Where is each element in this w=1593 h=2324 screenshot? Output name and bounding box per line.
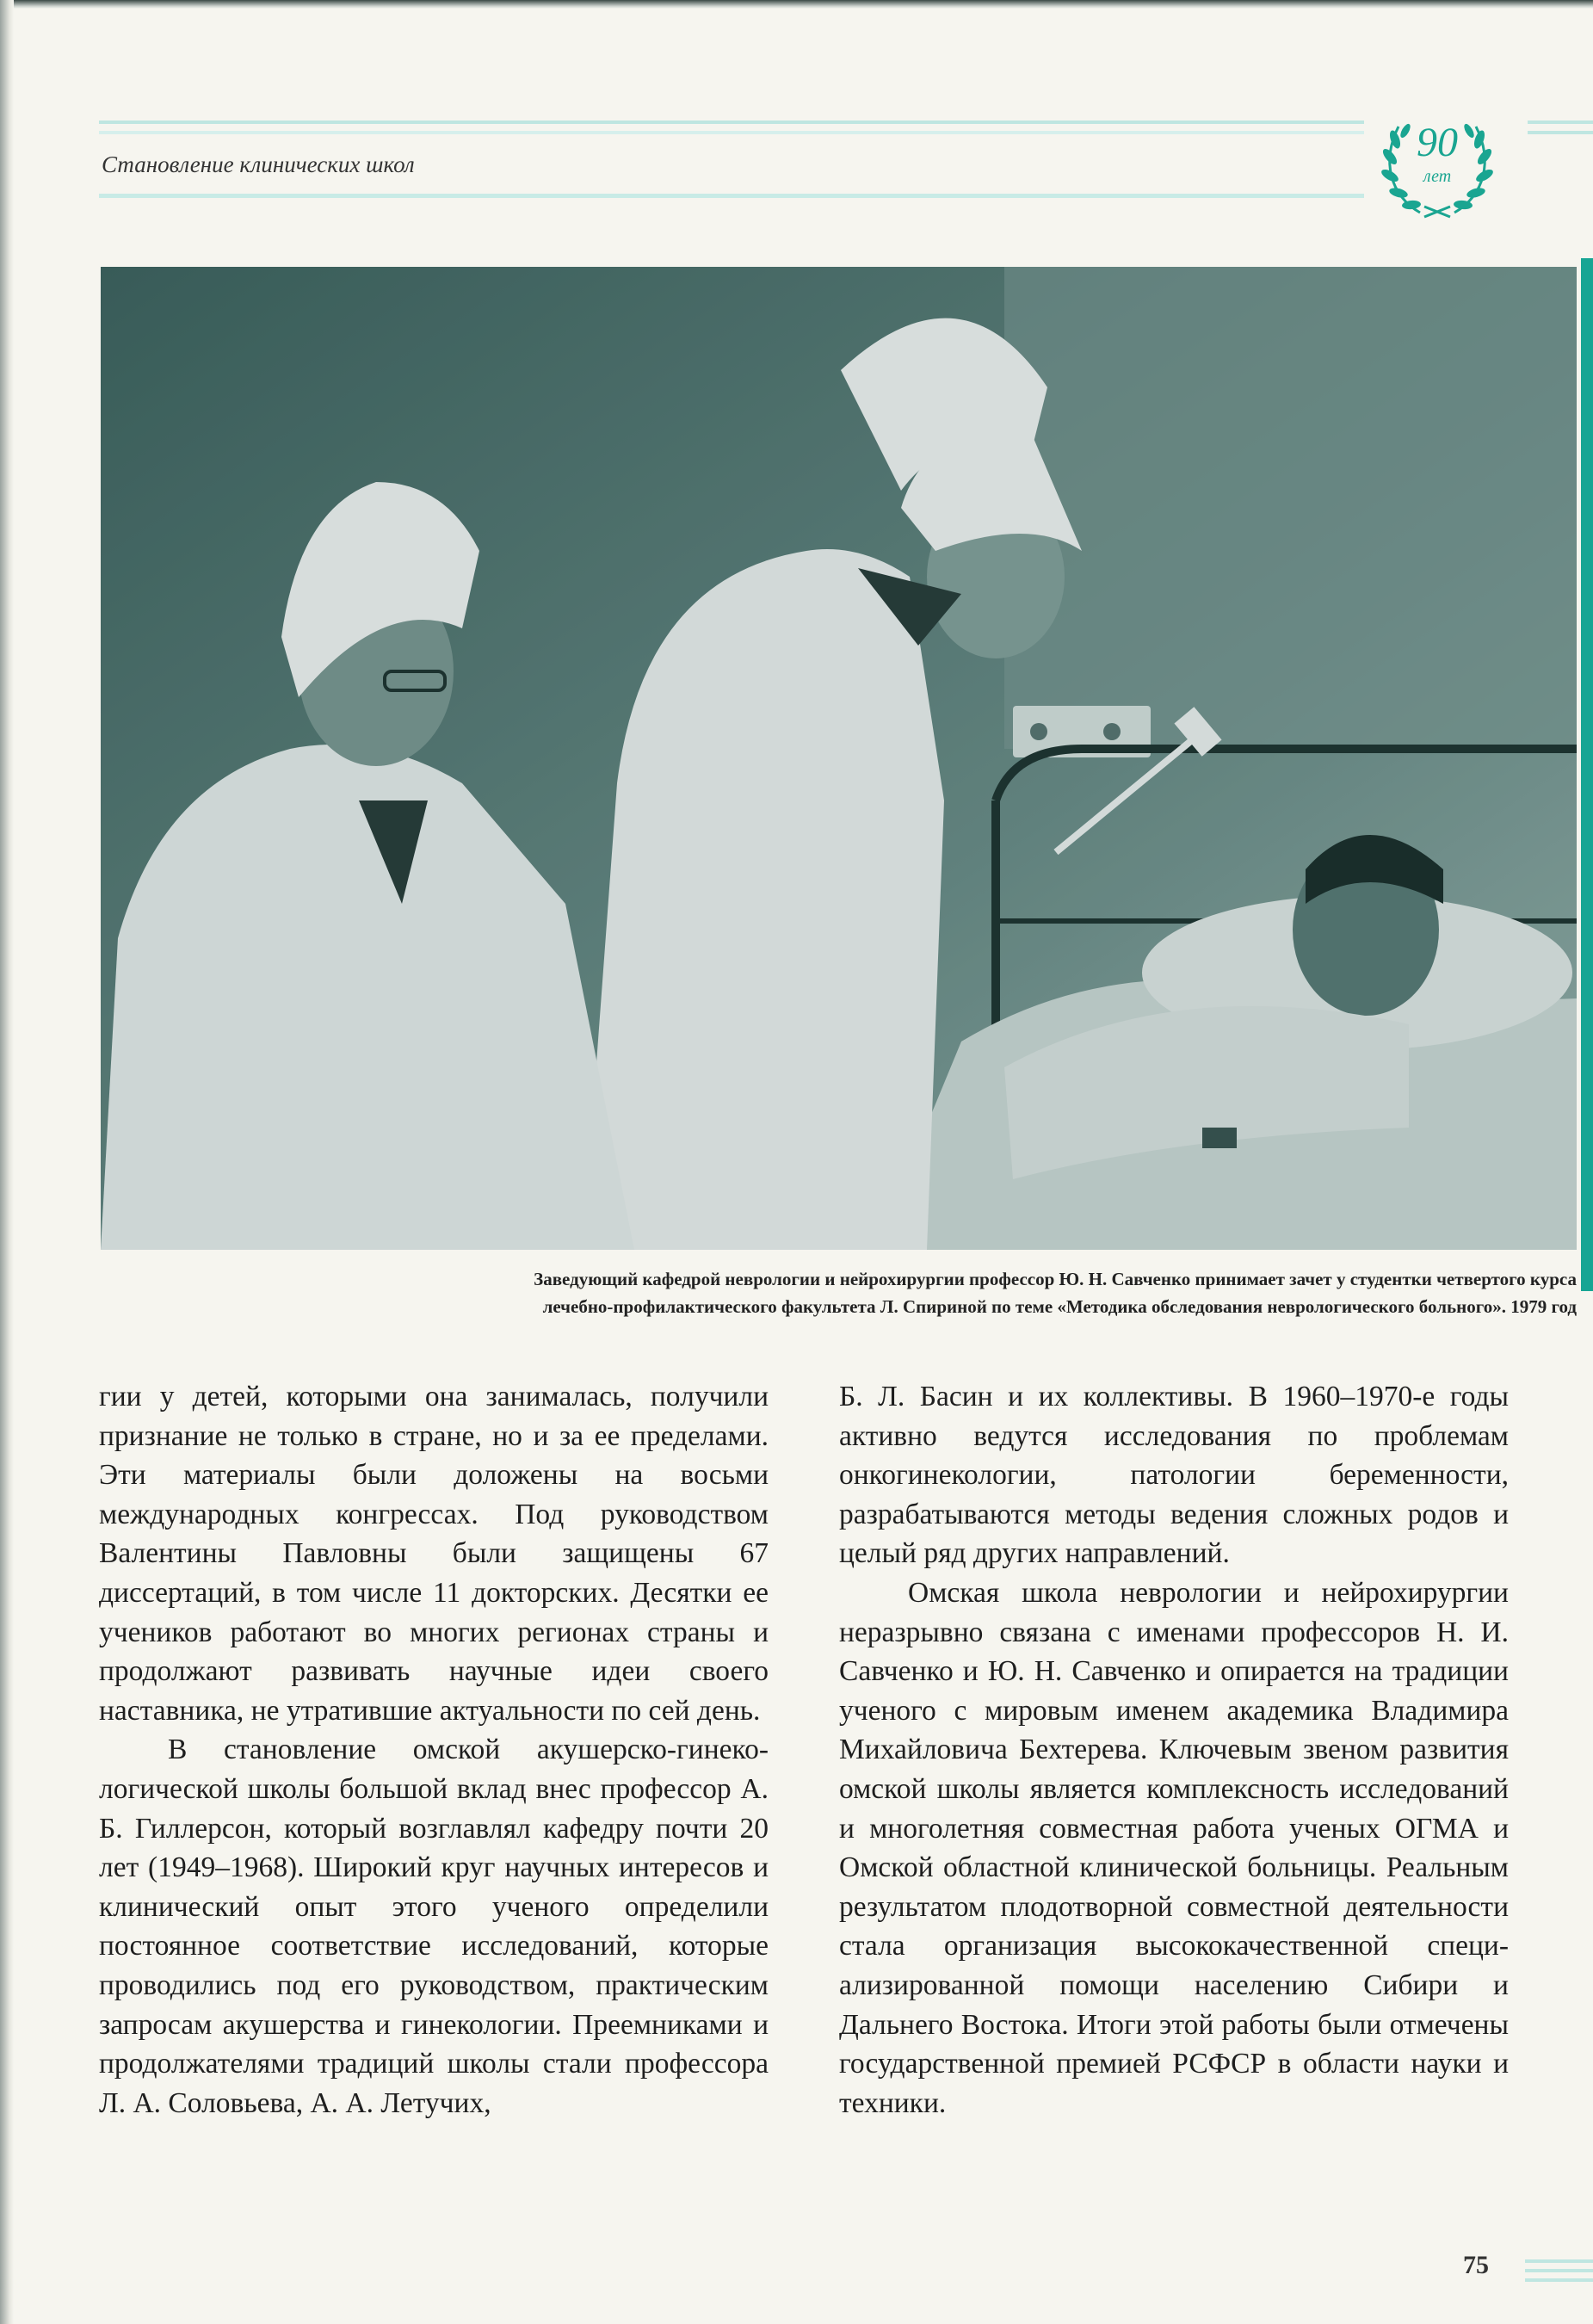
footer-rule [1525, 2259, 1593, 2288]
badge-number: 90 [1417, 120, 1458, 165]
badge-word: лет [1423, 167, 1452, 186]
running-header-title: Становление клинических школ [102, 151, 415, 177]
caption-line-2: лечебно-профилактического факультета Л. Спириной по теме «Методика обследования неврологического больного». 1979 год [542, 1296, 1577, 1317]
anniversary-badge [1373, 96, 1502, 226]
header-rule-lower [99, 194, 1364, 198]
header-rule [99, 121, 1364, 141]
caption-line-1: Заведующий кафедрой неврологии и нейрохирургии профессор Ю. Н. Савченко принимает зачет у студентки четвертого курса [534, 1269, 1577, 1289]
page-left-edge [0, 0, 14, 2324]
paragraph: Б. Л. Басин и их коллективы. В 1960–1970-е годы активно ведутся исследования по проблемам онкогинекологии, патологии беременности, разрабатываются методы ведения сложных родов и целый ряд других направлений. [839, 1381, 1509, 1570]
photo-caption [101, 1265, 1577, 1320]
paragraph: Омская школа неврологии и нейрохирургии неразрывно связана с именами профессоров Н. И. Савченко и Ю. Н. Савченко и опирается на традиции ученого с мировым именем академика Владимира Михайловича Бехтерева. Ключевым звеном развития омской школы является комплексность исследований и многолетняя совместная работа ученых ОГМА и Омской областной клинической больницы. Реальным результатом плодотворной совместной деятельности стала организация высококачественной специализированной помощи населению Сибири и Дальнего Востока. Итоги этой работы были отмечены государственной премией РСФСР в области науки и техники. [839, 1576, 1509, 2119]
header-rule-right [1528, 121, 1593, 141]
page-number: 75 [1463, 2251, 1489, 2279]
paragraph: гии у детей, которыми она занималась, получили признание не только в стране, но и за ее пределами. Эти материалы были доложены на восьми международных конгрессах. Под руководством Валентины Павловны были защищены 67 диссертаций, в том числе 11 докторских. Десятки ее учеников работают во многих регионах страны и продолжают развивать научные идеи своего наставника, не утратившие актуальности по сей день. [99, 1381, 769, 1727]
page-top-edge [0, 0, 1593, 9]
photo-illustration [101, 267, 1577, 1250]
text-column-right [839, 1377, 1509, 2123]
paragraph: В становление омской акушерско-гинекологической школы большой вклад внес профессор А. Б. Гиллерсон, который возглавлял кафедру почти 20 лет (1949–1968). Широкий круг научных интересов и клинический опыт этого ученого определили постоянное соответствие исследований, которые проводились под его руководством, практическим запросам акушерства и гинекологии. Преемниками и продолжателями традиций школы стали профессора Л. А. Соловьева, А. А. Летучих, [99, 1734, 769, 2119]
text-column-left [99, 1377, 769, 2123]
archival-photo [101, 267, 1577, 1250]
page-right-accent-bar [1581, 258, 1593, 1291]
